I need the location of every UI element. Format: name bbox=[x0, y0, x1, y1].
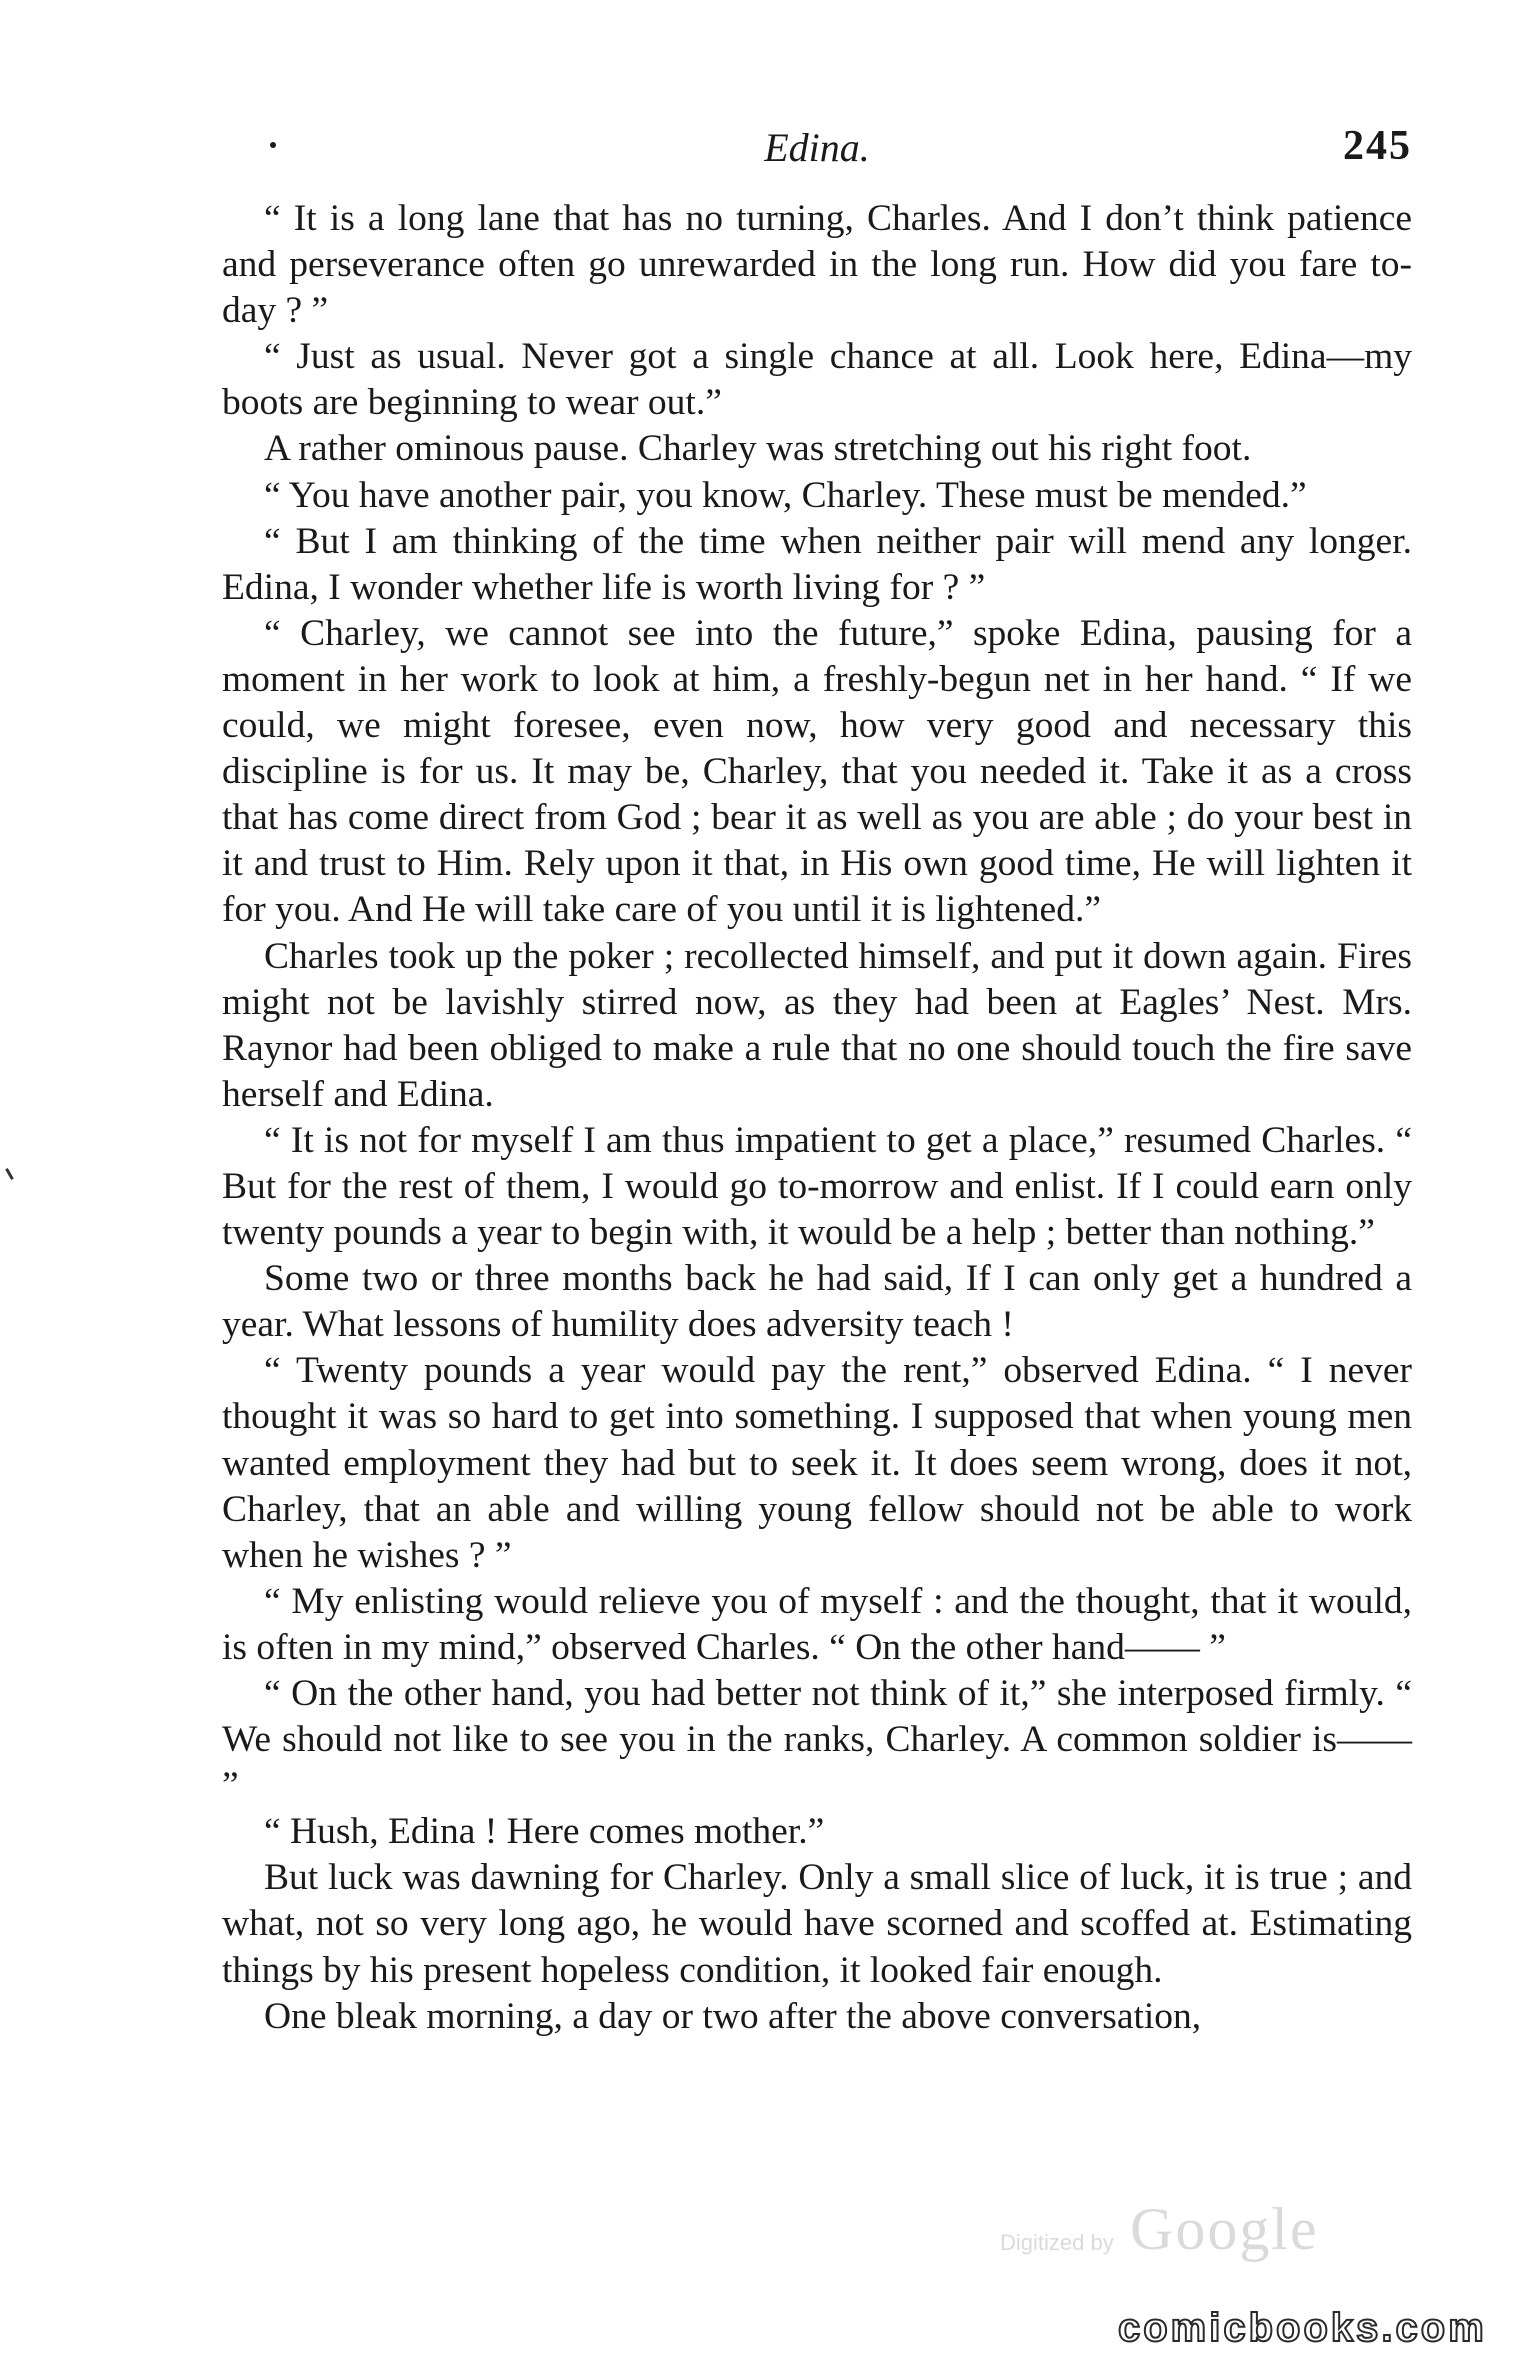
paragraph: “ Just as usual. Never got a single chance at all. Look here, Edina—my boots are beginning to wear out.” bbox=[222, 336, 1412, 424]
paragraph: “ My enlisting would relieve you of myself : and the thought, that it would, is often in my mind,” observed Charles. “ On the other hand—— ” bbox=[222, 1580, 1412, 1668]
paragraph: Charles took up the poker ; recollected himself, and put it down again. Fires might not be lavishly stirred now, as they had been at Eagles’ Nest. Mrs. Raynor had been obliged to make a rule that no one should touch the fire save herself and Edina. bbox=[222, 935, 1412, 1115]
paragraph: “ Charley, we cannot see into the future,” spoke Edina, pausing for a moment in her work to look at him, a freshly-begun net in her hand. “ If we could, we might foresee, even now, how very good and necessary this discipline is for us. It may be, Charley, that you needed it. Take it as a cross that has come direct from God ; bear it as well as you are able ; do your best in it and trust to Him. Rely upon it that, in His own good time, He will lighten it for you. And He will take care of you until it is lightened.” bbox=[222, 612, 1412, 931]
running-title: Edina. bbox=[764, 125, 870, 170]
paragraph: But luck was dawning for Charley. Only a small slice of luck, it is true ; and what, not so very long ago, he would have scorned and scoffed at. Estimating things by his present hopeless condition, it looked fair enough. bbox=[222, 1857, 1412, 1991]
paragraph: Some two or three months back he had said, If I can only get a hundred a year. What lessons of humility does adversity teach ! bbox=[222, 1258, 1412, 1346]
paragraph: “ It is a long lane that has no turning, Charles. And I don’t think patience and perseverance often go unrewarded in the long run. How did you fare to-day ? ” bbox=[222, 198, 1412, 332]
paragraph: “ It is not for myself I am thus impatient to get a place,” resumed Charles. “ But for the rest of them, I would go to-morrow and enlist. If I could earn only twenty pounds a year to begin with, it would be a help ; better than nothing.” bbox=[222, 1119, 1412, 1254]
paragraph: “ But I am thinking of the time when neither pair will mend any longer. Edina, I wonder whether life is worth living for ? ” bbox=[222, 520, 1412, 608]
paragraph: One bleak morning, a day or two after the above conversation, bbox=[264, 1995, 1202, 2037]
paragraph: “ On the other hand, you had better not think of it,” she interposed firmly. “ We should not like to see you in the ranks, Charley. A common soldier is—— ” bbox=[222, 1673, 1412, 1807]
running-header bbox=[222, 120, 1412, 180]
digitized-watermark: Digitized by bbox=[1000, 2230, 1114, 2255]
google-watermark: Google bbox=[1130, 2196, 1319, 2262]
paragraph: “ Twenty pounds a year would pay the rent,” observed Edina. “ I never thought it was so hard to get into something. I supposed that when young men wanted employment they had but to seek it. It does seem wrong, does it not, Charley, that an able and willing young fellow should not be able to work when he wishes ? ” bbox=[222, 1350, 1412, 1576]
paragraph: A rather ominous pause. Charley was stretching out his right foot. bbox=[264, 428, 1252, 470]
margin-mark bbox=[5, 1168, 14, 1180]
site-watermark: comicbooks.com bbox=[1118, 2306, 1487, 2350]
paragraph: “ Hush, Edina ! Here comes mother.” bbox=[264, 1811, 825, 1853]
body-text bbox=[222, 196, 1412, 2040]
paragraph: “ You have another pair, you know, Charley. These must be mended.” bbox=[264, 474, 1307, 516]
page-number: 245 bbox=[1343, 123, 1412, 169]
